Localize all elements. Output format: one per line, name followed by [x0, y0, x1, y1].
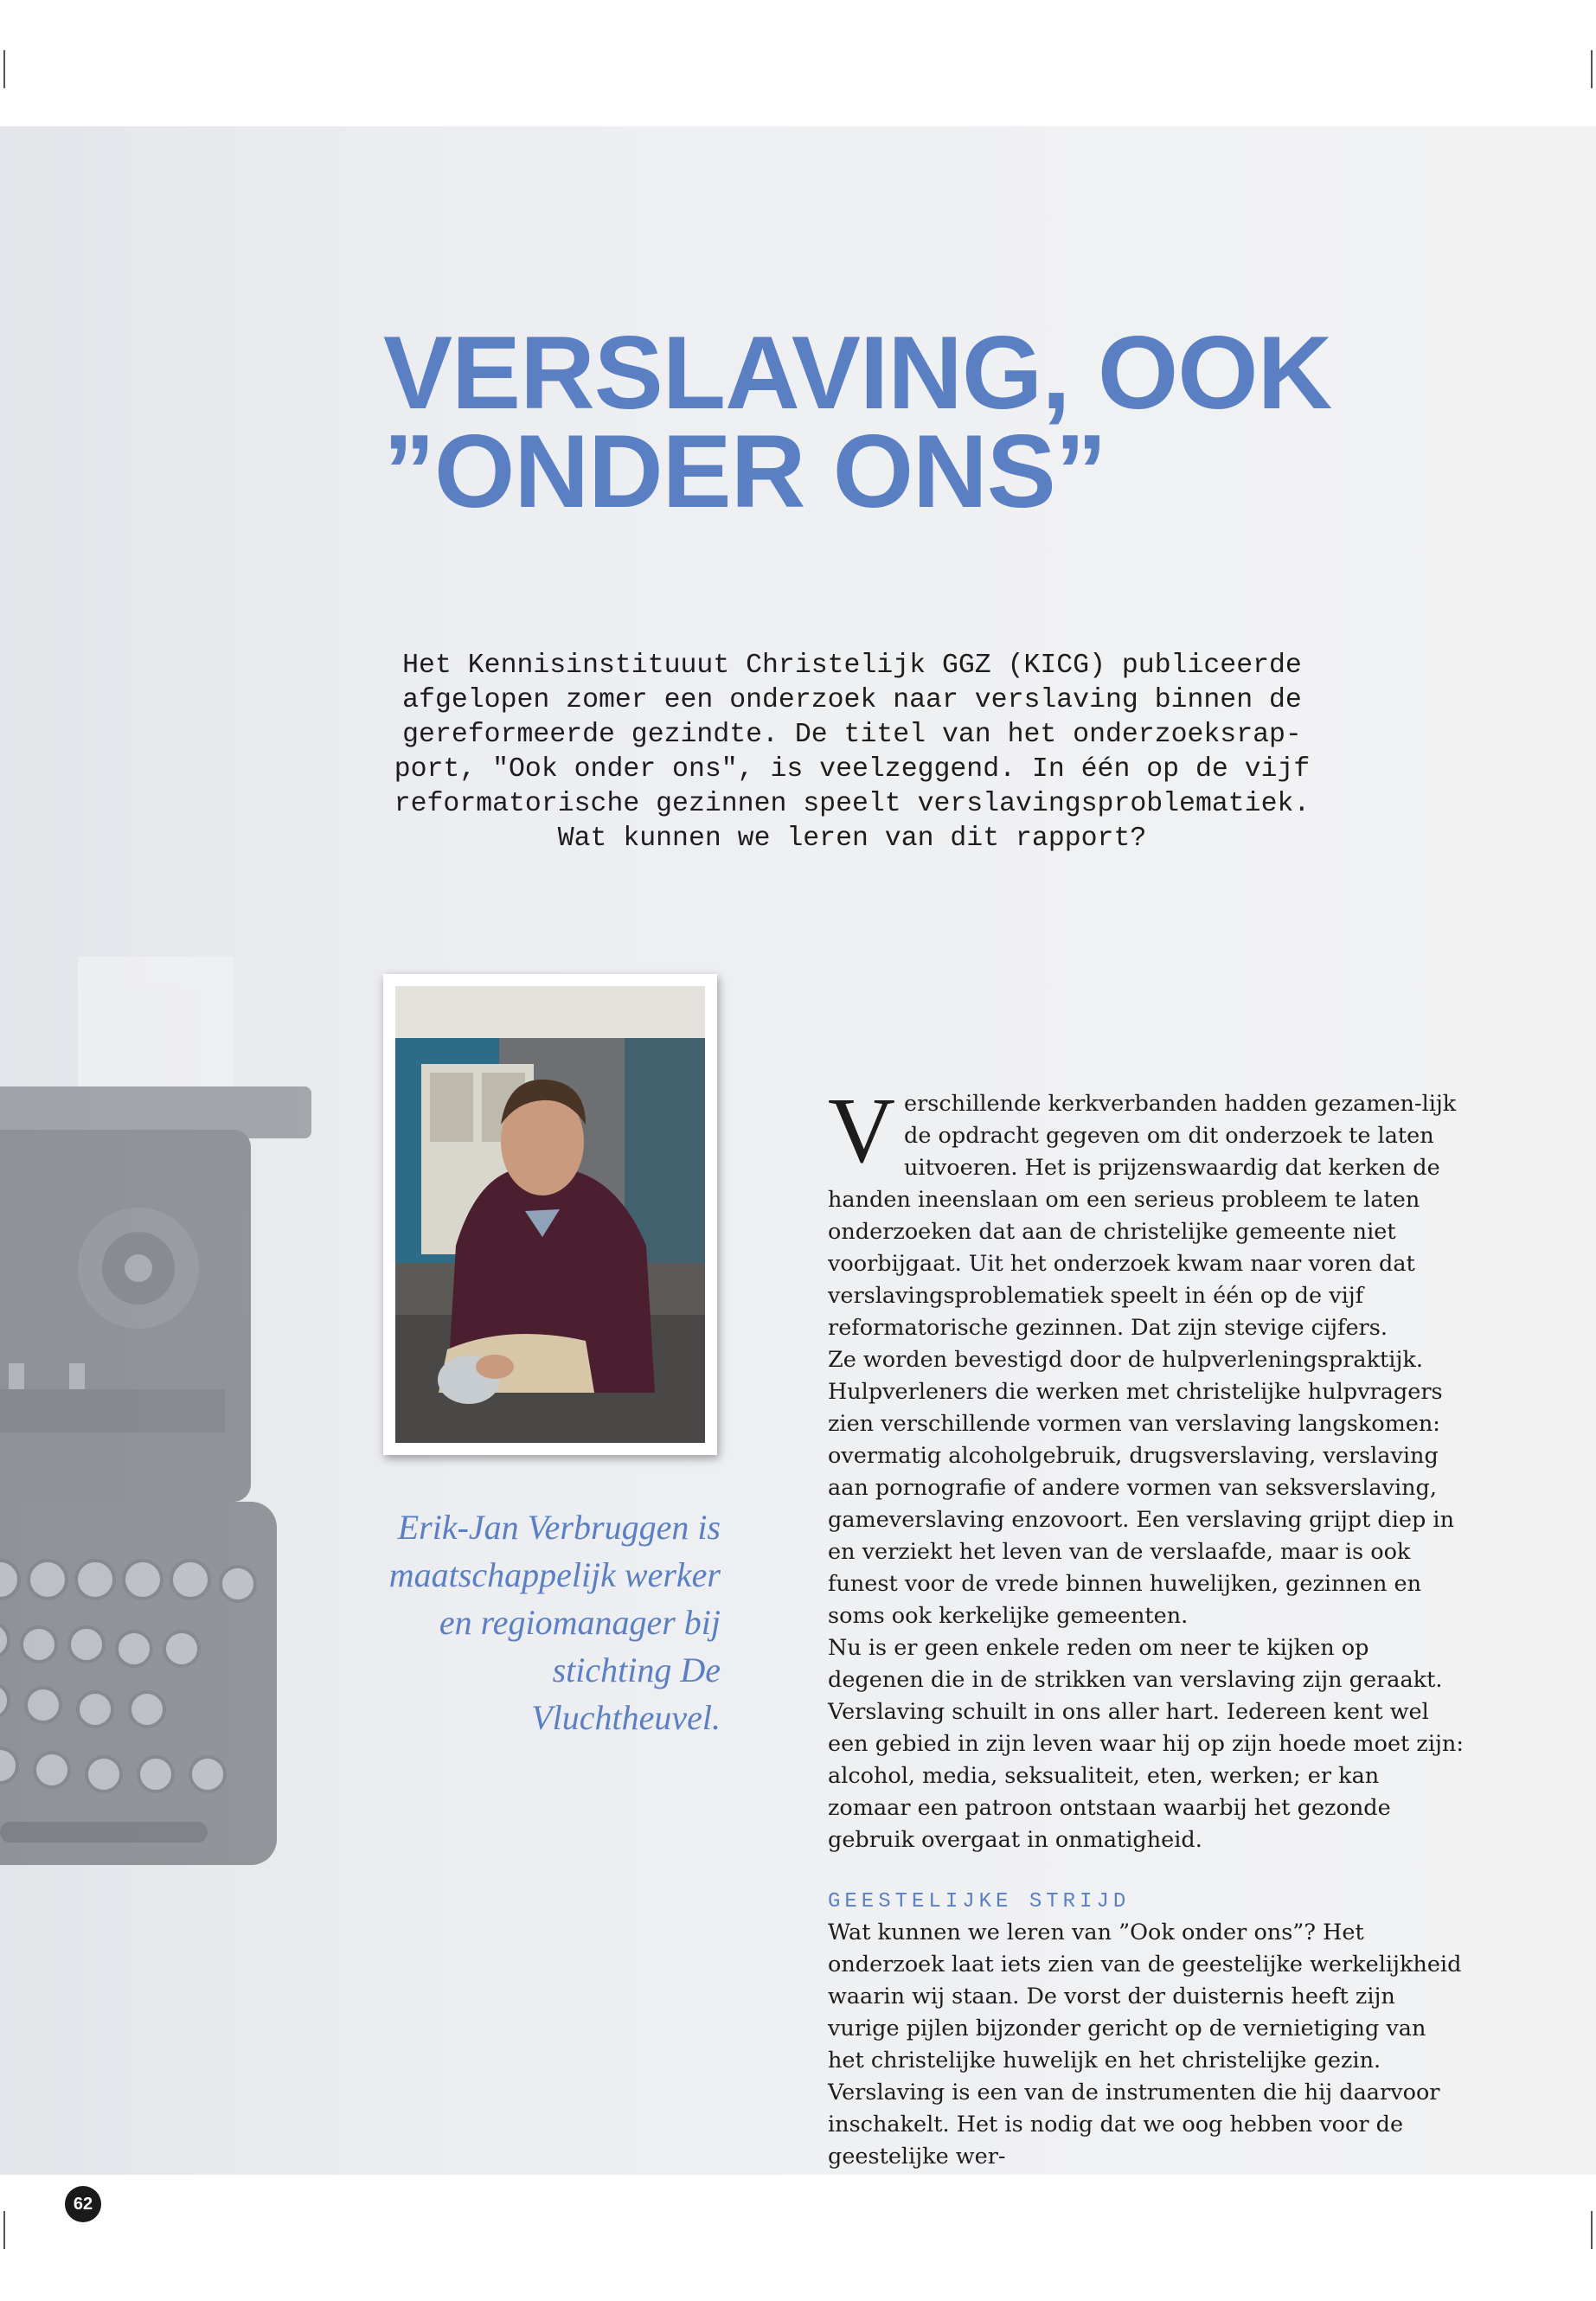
article-intro: Het Kennisinstituuut Christelijk GGZ (KICG) publiceerde afgelopen zomer een onderzoek naar verslaving binnen de gereformeerde gezindte. De titel van het onderzoeksrap-port, "Ook onder ons", is veelzeggend. In één op de vijf reformatorische gezinnen speelt verslavingsproblematiek. Wat kunnen we leren van dit rapport?: [394, 651, 1311, 854]
section-subheading: GEESTELIJKE STRIJD: [828, 1890, 1131, 1913]
article-body: [828, 1080, 1468, 2173]
typewriter-illustration: [0, 957, 415, 1969]
crop-mark-bottom-right: [1591, 2211, 1593, 2249]
article-title: [383, 315, 1332, 529]
body-paragraph-4: Wat kunnen we leren van ”Ook onder ons”? Het onderzoek laat iets zien van de geestelijke werkelijkheid waarin wij staan. De vorst der duisternis heeft zijn vurige pijlen bijzonder gericht op de vernietiging van het christelijke huwelijk en het christelijke gezin. Verslaving is een van de instrumenten die hij daarvoor inschakelt. Het is nodig dat we oog hebben voor de geestelijke wer-: [828, 1920, 1462, 2170]
body-paragraph-3: Nu is er geen enkele reden om neer te kijken op degenen die in de strikken van verslaving zijn geraakt. Verslaving schuilt in ons aller hart. Iedereen kent wel een gebied in zijn leven waar hij op zijn hoede moet zijn: alcohol, media, seksualiteit, eten, werken; er kan zomaar een patroon ontstaan waarbij het gezonde gebruik overgaat in onmatigheid.: [828, 1635, 1464, 1853]
page-number-badge: 62: [65, 2186, 101, 2222]
author-photo-frame: [383, 974, 717, 1455]
crop-mark-top-left: [3, 50, 5, 88]
portrait-photo: [395, 986, 705, 1443]
title-line-2: ”ONDER ONS”: [383, 413, 1106, 529]
magazine-page: [0, 126, 1596, 2214]
author-caption: Erik-Jan Verbruggen is maatschappelijk werker en regiomanager bij stichting De Vluchtheuvel.: [388, 1508, 721, 1737]
body-paragraph-1: [828, 1080, 1468, 1344]
body-paragraph-2: Ze worden bevestigd door de hulpverleningspraktijk. Hulpverleners die werken met christelijke hulpvragers zien verschillende vormen van verslaving langskomen: overmatig alcoholgebruik, drugsverslaving, verslaving aan pornografie of andere vormen van seksverslaving, gameverslaving enzovoort. Een verslaving grijpt diep in en verziekt het leven van de verslaafde, maar is ook funest voor de vrede binnen huwelijken, gezinnen en soms ook kerkelijke gemeenten.: [828, 1347, 1455, 1629]
drop-cap: V: [828, 1080, 895, 1183]
title-line-1: VERSLAVING, OOK: [383, 315, 1332, 431]
crop-mark-top-right: [1591, 50, 1593, 88]
paragraph-1-text: erschillende kerkverbanden hadden gezamen-lijk de opdracht gegeven om dit onderzoek te laten uitvoeren. Het is prijzenswaardig dat kerken de handen ineenslaan om een serieus probleem te laten onderzoeken dat aan de christelijke gemeente niet voorbijgaat. Uit het onderzoek kwam naar voren dat verslavingsproblematiek speelt in één op de vijf reformatorische gezinnen. Dat zijn stevige cijfers.: [828, 1091, 1457, 1341]
crop-mark-bottom-left: [3, 2211, 5, 2249]
